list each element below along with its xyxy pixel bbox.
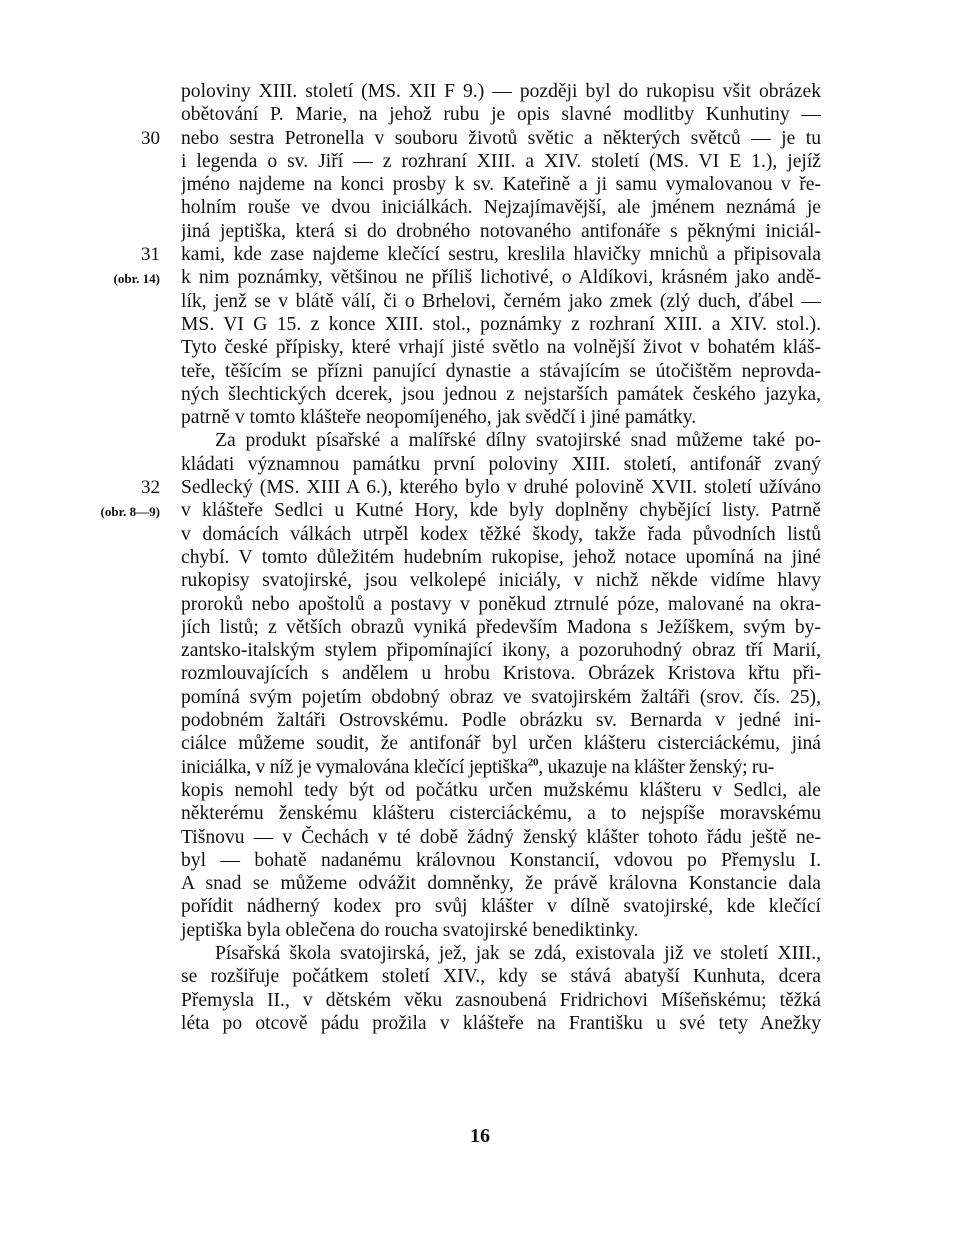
text-line: holním rouše ve dvou iniciálkách. Nejzajímavější, ale jménem neznámá je — [181, 197, 821, 219]
text-line: poloviny XIII. století (MS. XII F 9.) — později byl do rukopisu všit obrázek — [181, 81, 821, 102]
text-line: kopis nemohl tedy být od počátku určen mužskému klášteru v Sedlci, ale — [181, 779, 821, 801]
text-line: proroků nebo apoštolů a postavy v poněkud ztrnulé póze, malované na okra- — [181, 593, 821, 615]
body-text — [181, 80, 821, 1035]
text-line: k nim poznámky, většinou ne příliš lichotivé, o Aldíkovi, krásném jako andě- — [181, 267, 821, 289]
text-line: nebo sestra Petronella v souboru životů světic a některých světců — je tu — [181, 127, 821, 149]
text-segment: iniciálka, v níž je vymalována klečící jeptiška — [181, 756, 528, 778]
text-line: Tyto české přípisky, které vrhají jisté světlo na volnější život v bohatém kláš- — [181, 337, 821, 359]
text-line: Přemysla II., v dětském věku zasnoubená Fridrichovi Míšeňskému; těžká — [181, 989, 821, 1011]
text-line: léta po otcově pádu prožila v klášteře na Františku u své tety Anežky — [181, 1012, 821, 1034]
text-line: teře, těšícím se přízni panující dynastie a stávajícím se útočištěm neprovda- — [181, 360, 821, 382]
text-line: zantsko-italským stylem připomínající ikony, a pozoruhodný obraz tří Marií, — [181, 640, 821, 662]
footnote-reference: 20 — [527, 756, 539, 769]
text-line: ných šlechtických dcerek, jsou jednou z nejstarších památek českého jazyka, — [181, 383, 821, 405]
text-line: jiná jeptiška, která si do drobného notovaného antifonáře s pěknými iniciál- — [181, 220, 821, 242]
text-line: jích listů; z větších obrazů vyniká především Madona s Ježíškem, svým by- — [181, 616, 821, 638]
text-line: obětování P. Marie, na jehož rubu je opis slavné modlitby Kunhutiny — — [181, 104, 821, 126]
text-line: rozmlouvajících s andělem u hrobu Kristova. Obrázek Kristova křtu při- — [181, 663, 821, 685]
text-line: Tišnovu — v Čechách v té době žádný ženský klášter tohoto řádu ještě ne- — [181, 826, 821, 848]
text-line: pořídit nádherný kodex pro svůj klášter v dílně svatojirské, kde klečící — [181, 896, 821, 918]
margin-line-number: 31 — [141, 244, 160, 265]
margin-figure-ref: (obr. 14) — [113, 270, 160, 286]
text-line: pomíná svým pojetím obdobný obraz ve svatojirském žaltáři (srov. čís. 25), — [181, 686, 821, 708]
text-line: v klášteře Sedlci u Kutné Hory, kde byly doplněny chybějící listy. Patrně — [181, 500, 821, 522]
paragraph-first-line: Písařská škola svatojirská, jež, jak se zdá, existovala již ve století XIII., — [215, 942, 821, 964]
margin-line-number: 30 — [141, 127, 160, 149]
text-line: patrně v tomto klášteře neopomíjeného, jak svědčí i jiné památky. — [181, 407, 697, 429]
text-line: MS. VI G 15. z konce XIII. stol., poznámky z rozhraní XIII. a XIV. stol.). — [181, 313, 821, 335]
text-line: se rozšiřuje počátkem století XIV., kdy se stává abatyší Kunhuta, dcera — [181, 966, 821, 988]
text-line-with-footnote — [181, 756, 821, 779]
page-number: 16 — [470, 1125, 490, 1147]
text-line: rukopisy svatojirské, jsou velkolepé iniciály, v nichž někde vidíme hlavy — [181, 570, 821, 592]
margin-line-number: 32 — [141, 477, 160, 498]
text-line: kládati významnou památku první poloviny XIII. století, antifonář zvaný — [181, 453, 821, 475]
text-line: ciálce můžeme soudit, že antifonář byl určen klášteru cisterciáckému, jiná — [181, 733, 821, 755]
text-line: jméno najdeme na konci prosby k sv. Kateřině a ji samu vymalovanou v ře- — [181, 174, 821, 196]
text-line: chybí. V tomto důležitém hudebním rukopise, jehož notace upomíná na jiné — [181, 546, 821, 568]
text-line: jeptiška byla oblečena do roucha svatojirské benediktinky. — [181, 919, 639, 941]
text-segment: , ukazuje na klášter ženský; ru- — [538, 756, 775, 778]
paragraph-first-line: Za produkt písařské a malířské dílny svatojirské snad můžeme také po- — [215, 430, 821, 452]
text-line: lík, jenž se v blátě válí, či o Brhelovi, černém jako zmek (zlý duch, ďábel — — [181, 290, 821, 312]
margin-figure-ref: (obr. 8—9) — [100, 503, 160, 519]
text-line: podobném žaltáři Ostrovskému. Podle obrázku sv. Bernarda v jedné ini- — [181, 710, 821, 732]
text-line: některému ženskému klášteru cisterciáckému, a to nejspíše moravskému — [181, 803, 821, 825]
text-line: Sedlecký (MS. XIII A 6.), kterého bylo v druhé polovině XVII. století užíváno — [181, 477, 821, 499]
text-line: v domácích válkách utrpěl kodex těžké škody, takže řada původních listů — [181, 523, 821, 545]
text-line: i legenda o sv. Jiří — z rozhraní XIII. a XIV. století (MS. VI E 1.), jejíž — [181, 150, 821, 172]
text-line: kami, kde zase najdeme klečící sestru, kreslila hlavičky mnichů a připisovala — [181, 244, 821, 266]
text-line: A snad se můžeme odvážit domněnky, že právě královna Konstancie dala — [181, 873, 821, 895]
text-line: byl — bohatě nadanému královnou Konstancií, vdovou po Přemyslu I. — [181, 849, 821, 871]
